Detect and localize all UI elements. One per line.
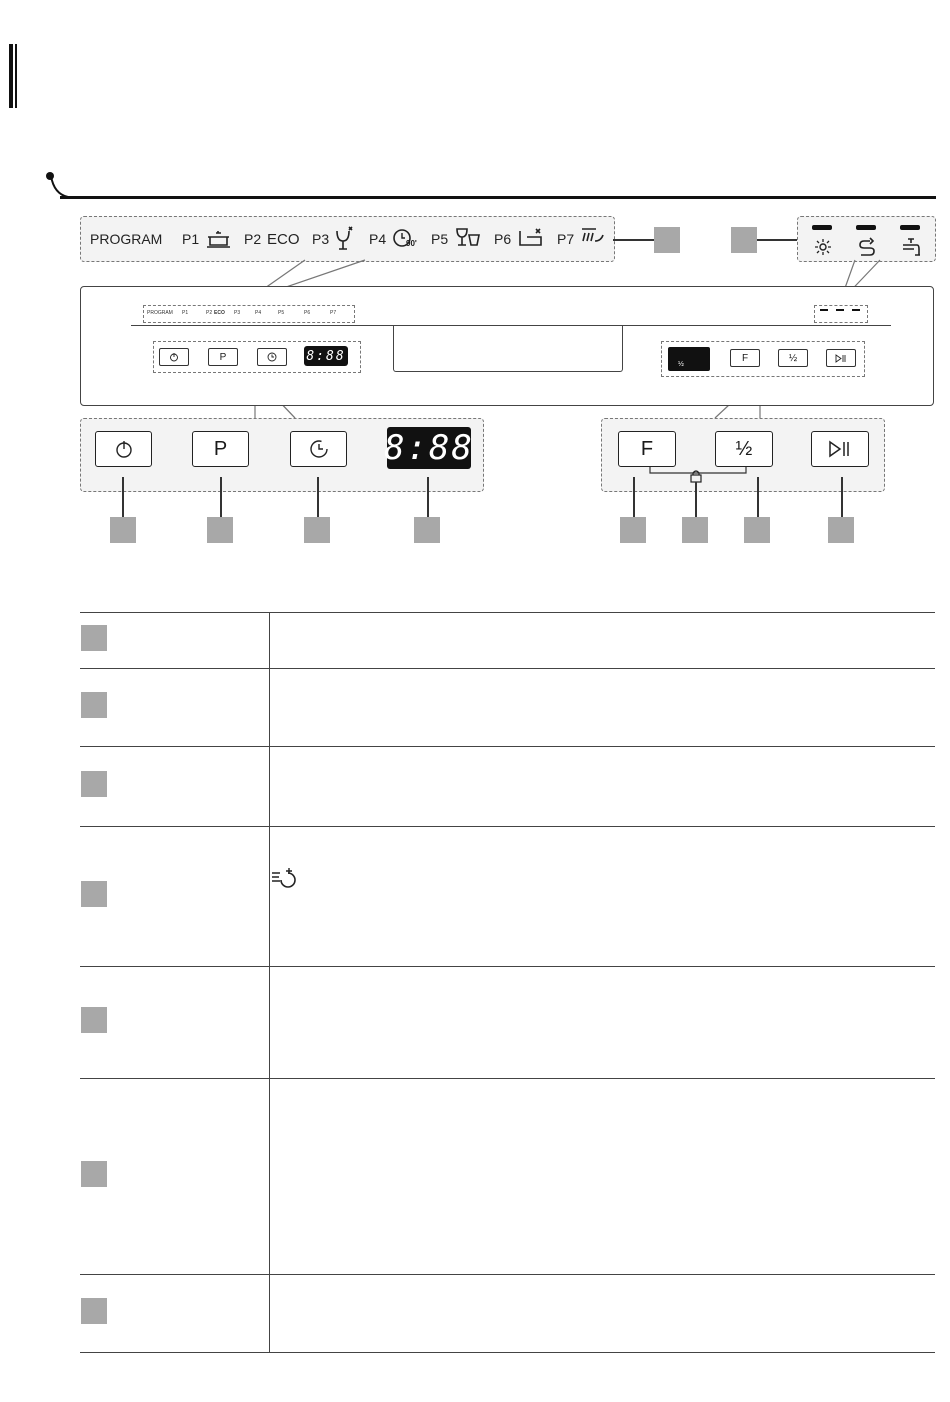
mini-display: 8:88: [304, 346, 348, 366]
program-button[interactable]: P: [192, 431, 249, 467]
child-lock-icon: [689, 469, 703, 483]
row-marker: [81, 1007, 107, 1033]
mini-p4: P4: [255, 310, 262, 316]
extra-drying-icon: [270, 867, 296, 891]
callout-marker-half-load: [744, 517, 770, 543]
row-marker: [81, 881, 107, 907]
stem-8: [841, 477, 843, 517]
table-row: [80, 613, 935, 669]
control-panel: [80, 286, 934, 406]
power-button[interactable]: [95, 431, 152, 467]
stem-4: [427, 477, 429, 517]
mini-status-half: ½: [678, 361, 684, 368]
callout-marker-power: [110, 517, 136, 543]
digital-display: 8:88: [384, 428, 474, 468]
mini-half-load-button[interactable]: ½: [778, 349, 808, 367]
table-row: [80, 1275, 935, 1353]
row-marker: [81, 625, 107, 651]
mini-p6: P6: [304, 310, 311, 316]
table-row: [80, 669, 935, 747]
mini-status-display: [668, 347, 710, 371]
mini-play-pause-icon: [835, 354, 847, 363]
mini-start-pause-button[interactable]: [826, 349, 856, 367]
program-code-p7: P7: [557, 231, 575, 247]
mini-indicators: [814, 305, 868, 323]
door-handle-recess: [393, 325, 623, 372]
mini-power-icon: [169, 352, 179, 362]
clock-90-label: 90': [406, 239, 417, 248]
stem-7: [757, 477, 759, 517]
eco-label: ECO: [267, 231, 300, 248]
mini-eco: ECO: [214, 310, 225, 316]
delay-start-button[interactable]: [290, 431, 347, 467]
row-marker: [81, 771, 107, 797]
mini-program-button[interactable]: P: [208, 348, 238, 366]
play-pause-icon: [828, 440, 852, 458]
callout-marker-child-lock: [682, 517, 708, 543]
program-code-p5: P5: [431, 231, 449, 247]
row-marker: [81, 1298, 107, 1324]
function-button[interactable]: F: [618, 431, 676, 467]
stem-5: [633, 477, 635, 517]
stem-2: [220, 477, 222, 517]
description-table: [80, 612, 935, 1353]
callout-marker-start: [828, 517, 854, 543]
mini-function-button[interactable]: F: [730, 349, 760, 367]
program-code-p3: P3: [312, 231, 330, 247]
stem-1: [122, 477, 124, 517]
mini-p2: P2: [206, 310, 213, 316]
mini-p1: P1: [182, 310, 189, 316]
stem-3: [317, 477, 319, 517]
program-code-p1: P1: [182, 231, 200, 247]
callout-marker-program-button: [207, 517, 233, 543]
table-row: [80, 1079, 935, 1275]
program-label: PROGRAM: [90, 231, 163, 247]
row-marker: [81, 1161, 107, 1187]
table-row: [80, 747, 935, 827]
power-icon: [115, 439, 133, 459]
mini-delay-icon: [267, 352, 277, 362]
mini-light-3: [852, 309, 860, 311]
callout-marker-delay: [304, 517, 330, 543]
program-code-p2: P2: [244, 231, 262, 247]
table-row: [80, 827, 935, 967]
mini-power-button[interactable]: [159, 348, 189, 366]
stem-6: [695, 482, 697, 517]
mini-right-controls: [661, 341, 865, 377]
row-marker: [81, 692, 107, 718]
left-controls-zoom: [80, 418, 484, 492]
delay-clock-icon: [309, 439, 329, 459]
mini-light-2: [836, 309, 844, 311]
mini-light-1: [820, 309, 828, 311]
mini-delay-button[interactable]: [257, 348, 287, 366]
mini-p3: P3: [234, 310, 241, 316]
start-pause-button[interactable]: [811, 431, 869, 467]
half-load-button[interactable]: ½: [715, 431, 773, 467]
mini-program-label: PROGRAM: [147, 310, 173, 316]
mini-p5: P5: [278, 310, 285, 316]
program-code-p4: P4: [369, 231, 387, 247]
program-code-p6: P6: [494, 231, 512, 247]
mini-program-strip: [143, 305, 355, 323]
mini-p7: P7: [330, 310, 337, 316]
table-row: [80, 967, 935, 1079]
callout-marker-function: [620, 517, 646, 543]
mini-left-controls: [153, 341, 361, 373]
callout-marker-display: [414, 517, 440, 543]
